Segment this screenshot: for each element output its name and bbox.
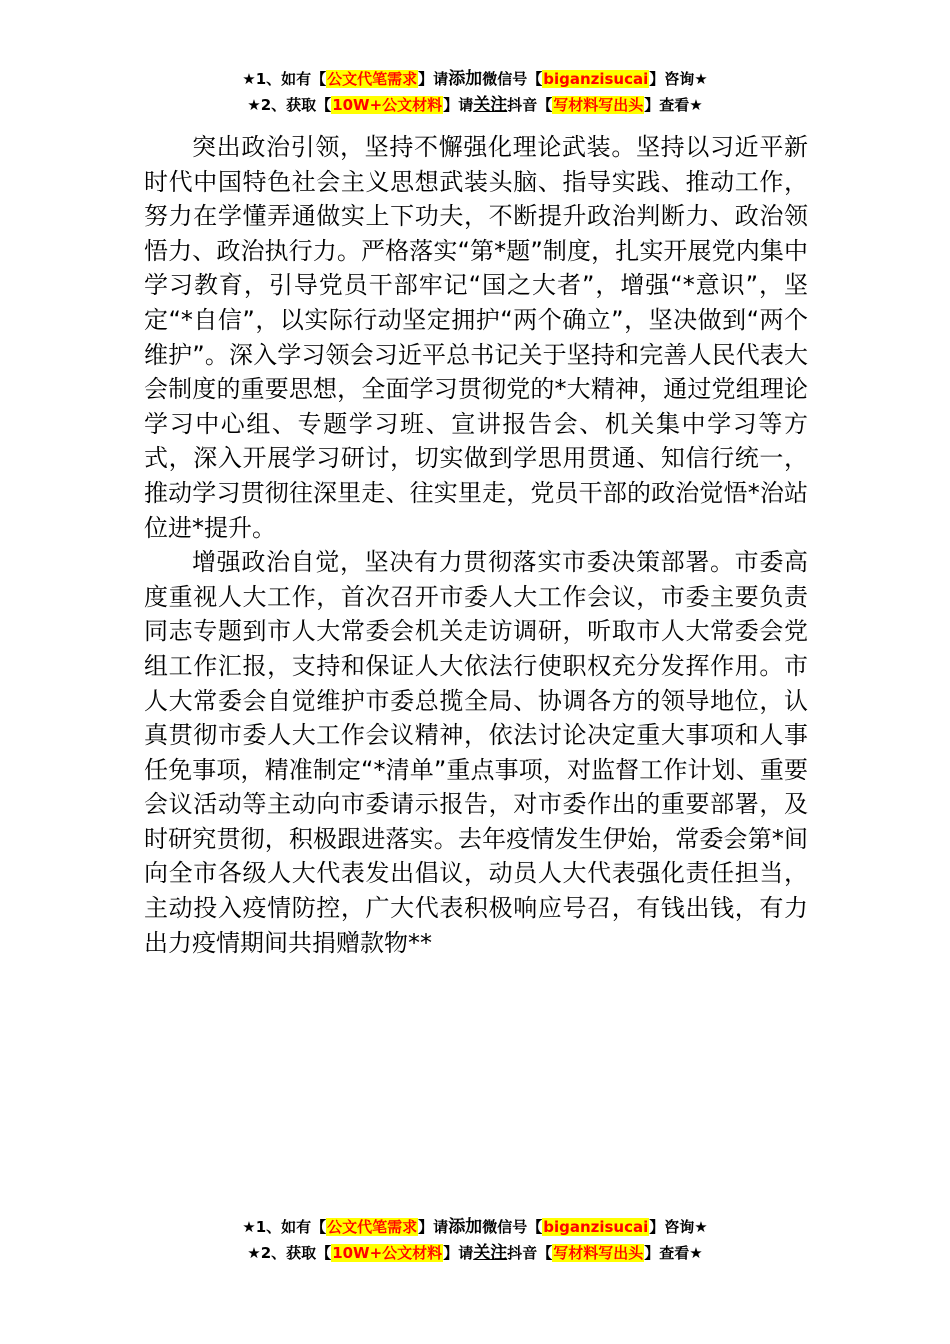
banner-2-highlight-materials: 10W+公文材料 [332,96,443,114]
footer-2-suffix: 】查看★ [644,1244,703,1262]
banner-1-suffix: 】咨询★ [649,70,708,88]
paragraph-1: 突出政治引领，坚持不懈强化理论武装。坚持以习近平新时代中国特色社会主义思想武装头脑、指导实践、推动工作，努力在学懂弄通做实上下功夫，不断提升政治判断力、政治领悟力、政治执行力。严格落实“第*题”制度，扎实开展党内集中学习教育，引导党员干部牢记“国之大者”，增强“*意识”，坚定“*自信”，以实际行动坚定拥护“两个确立”，坚决做到“两个维护”。深入学习领会习近平总书记关于坚持和完善人民代表大会制度的重要思想，全面学习贯彻党的*大精神，通过党组理论学习中心组、专题学习班、宣讲报告会、机关集中学习等方式，深入开展学习研讨，切实做到学思用贯通、知信行统一，推动学习贯彻往深里走、往实里走，党员干部的政治觉悟*治站位进*提升。 [144,133,808,542]
banner-1-prefix: ★1、如有【 [242,70,327,88]
footer-1-prefix: ★1、如有【 [242,1218,327,1236]
banner-2-middle-2: 抖音【 [507,96,553,114]
banner-2-middle: 】请 [443,96,474,114]
footer-1-middle-2: 微信号【 [482,1218,543,1236]
footer-2-middle-2: 抖音【 [507,1244,553,1262]
footer-banner [0,1214,950,1266]
banner-line-1 [0,66,950,92]
paragraph-2: 增强政治自觉，坚决有力贯彻落实市委决策部署。市委高度重视人大工作，首次召开市委人大工作会议，市委主要负责同志专题到市人大常委会机关走访调研，听取市人大常委会党组工作汇报，支持和保证人大依法行使职权充分发挥作用。市人大常委会自觉维护市委总揽全局、协调各方的领导地位，认真贯彻市委人大工作会议精神，依法讨论决定重大事项和人事任免事项，精准制定“*清单”重点事项，对监督工作计划、重要会议活动等主动向市委请示报告，对市委作出的重要部署，及时研究贯彻，积极跟进落实。去年疫情发生伊始，常委会第*间向全市各级人大代表发出倡议，动员人大代表强化责任担当，主动投入疫情防控，广大代表积极响应号召，有钱出钱，有力出力疫情期间共捐赠款物** [144,548,808,957]
banner-line-2 [0,92,950,118]
banner-2-suffix: 】查看★ [644,96,703,114]
banner-1-emphasis: 添加 [448,69,483,89]
footer-1-emphasis: 添加 [448,1217,483,1237]
banner-1-highlight-wechat: biganzisucai [543,70,649,88]
footer-2-highlight-materials: 10W+公文材料 [332,1244,443,1262]
footer-2-middle: 】请 [443,1244,474,1262]
banner-2-highlight-douyin: 写材料写出头 [553,96,644,114]
banner-1-highlight-service: 公文代笔需求 [327,70,418,88]
footer-1-middle: 】请 [418,1218,449,1236]
banner-2-emphasis: 关注 [473,95,508,115]
footer-1-highlight-wechat: biganzisucai [543,1218,649,1236]
header-banner [0,66,950,118]
footer-1-suffix: 】咨询★ [649,1218,708,1236]
footer-banner-line-2 [0,1240,950,1266]
footer-1-highlight-service: 公文代笔需求 [327,1218,418,1236]
banner-2-prefix: ★2、获取【 [247,96,332,114]
banner-1-middle-2: 微信号【 [482,70,543,88]
banner-1-middle: 】请 [418,70,449,88]
document-body [144,130,808,960]
footer-2-emphasis: 关注 [473,1243,508,1263]
footer-2-prefix: ★2、获取【 [247,1244,332,1262]
footer-banner-line-1 [0,1214,950,1240]
footer-2-highlight-douyin: 写材料写出头 [553,1244,644,1262]
